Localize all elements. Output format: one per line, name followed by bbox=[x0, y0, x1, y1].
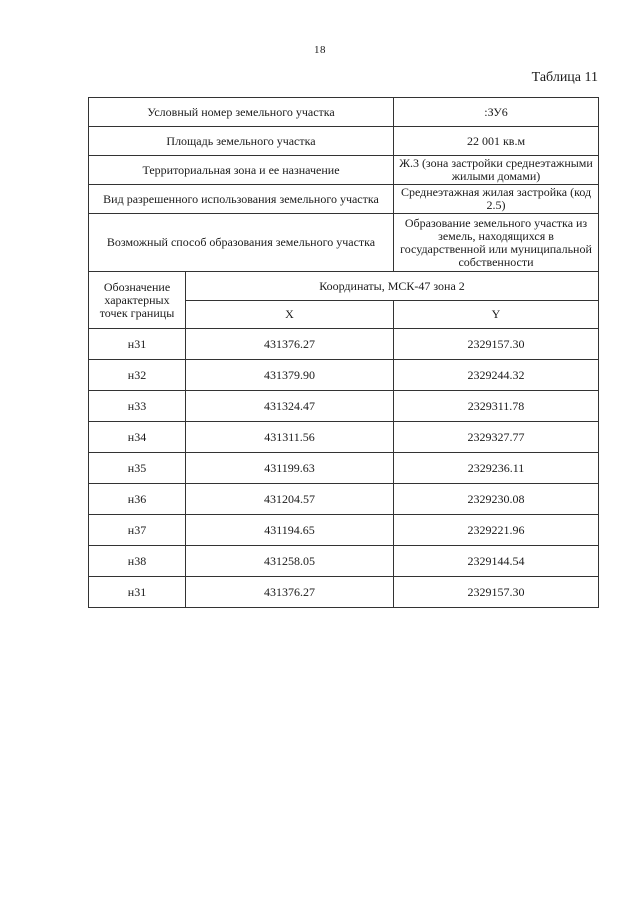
attribute-row bbox=[89, 214, 599, 272]
attribute-value: Среднеэтажная жилая застройка (код 2.5) bbox=[394, 185, 599, 214]
point-row bbox=[89, 391, 599, 422]
attribute-row bbox=[89, 185, 599, 214]
point-name: н37 bbox=[89, 515, 186, 546]
point-header: Обозначение характерных точек границы bbox=[89, 272, 186, 329]
point-x: 431376.27 bbox=[186, 577, 394, 608]
point-x: 431258.05 bbox=[186, 546, 394, 577]
point-name: н34 bbox=[89, 422, 186, 453]
point-row bbox=[89, 453, 599, 484]
point-row bbox=[89, 484, 599, 515]
point-y: 2329327.77 bbox=[394, 422, 599, 453]
point-row bbox=[89, 422, 599, 453]
point-row bbox=[89, 360, 599, 391]
point-y: 2329144.54 bbox=[394, 546, 599, 577]
point-y: 2329236.11 bbox=[394, 453, 599, 484]
point-name: н33 bbox=[89, 391, 186, 422]
point-y: 2329221.96 bbox=[394, 515, 599, 546]
point-row bbox=[89, 577, 599, 608]
point-y: 2329157.30 bbox=[394, 329, 599, 360]
attribute-value: Ж.3 (зона застройки среднеэтажными жилыми домами) bbox=[394, 156, 599, 185]
coordinate-system-header: Координаты, МСК-47 зона 2 bbox=[186, 272, 599, 301]
point-y: 2329157.30 bbox=[394, 577, 599, 608]
attribute-label: Площадь земельного участка bbox=[89, 127, 394, 156]
table-caption: Таблица 11 bbox=[531, 70, 598, 85]
point-x: 431204.57 bbox=[186, 484, 394, 515]
point-y: 2329311.78 bbox=[394, 391, 599, 422]
coordinates-header-row bbox=[89, 272, 599, 301]
attribute-label: Территориальная зона и ее назначение bbox=[89, 156, 394, 185]
attribute-value: Образование земельного участка из земель, находящихся в государственной или муниципальной собственности bbox=[394, 214, 599, 272]
point-row bbox=[89, 546, 599, 577]
attribute-row bbox=[89, 127, 599, 156]
attribute-value: 22 001 кв.м bbox=[394, 127, 599, 156]
point-y: 2329230.08 bbox=[394, 484, 599, 515]
point-name: н31 bbox=[89, 329, 186, 360]
point-x: 431324.47 bbox=[186, 391, 394, 422]
attribute-value: :ЗУ6 bbox=[394, 98, 599, 127]
point-name: н36 bbox=[89, 484, 186, 515]
point-x: 431376.27 bbox=[186, 329, 394, 360]
point-x: 431311.56 bbox=[186, 422, 394, 453]
point-name: н32 bbox=[89, 360, 186, 391]
attribute-label: Условный номер земельного участка bbox=[89, 98, 394, 127]
attribute-row bbox=[89, 156, 599, 185]
x-header: X bbox=[186, 301, 394, 329]
point-y: 2329244.32 bbox=[394, 360, 599, 391]
point-row bbox=[89, 329, 599, 360]
y-header: Y bbox=[394, 301, 599, 329]
point-x: 431194.65 bbox=[186, 515, 394, 546]
point-row bbox=[89, 515, 599, 546]
point-name: н38 bbox=[89, 546, 186, 577]
page-number: 18 bbox=[314, 44, 326, 56]
point-x: 431379.90 bbox=[186, 360, 394, 391]
land-plot-table bbox=[88, 97, 599, 608]
point-name: н31 bbox=[89, 577, 186, 608]
point-name: н35 bbox=[89, 453, 186, 484]
attribute-row bbox=[89, 98, 599, 127]
point-x: 431199.63 bbox=[186, 453, 394, 484]
attribute-label: Вид разрешенного использования земельного участка bbox=[89, 185, 394, 214]
attribute-label: Возможный способ образования земельного участка bbox=[89, 214, 394, 272]
